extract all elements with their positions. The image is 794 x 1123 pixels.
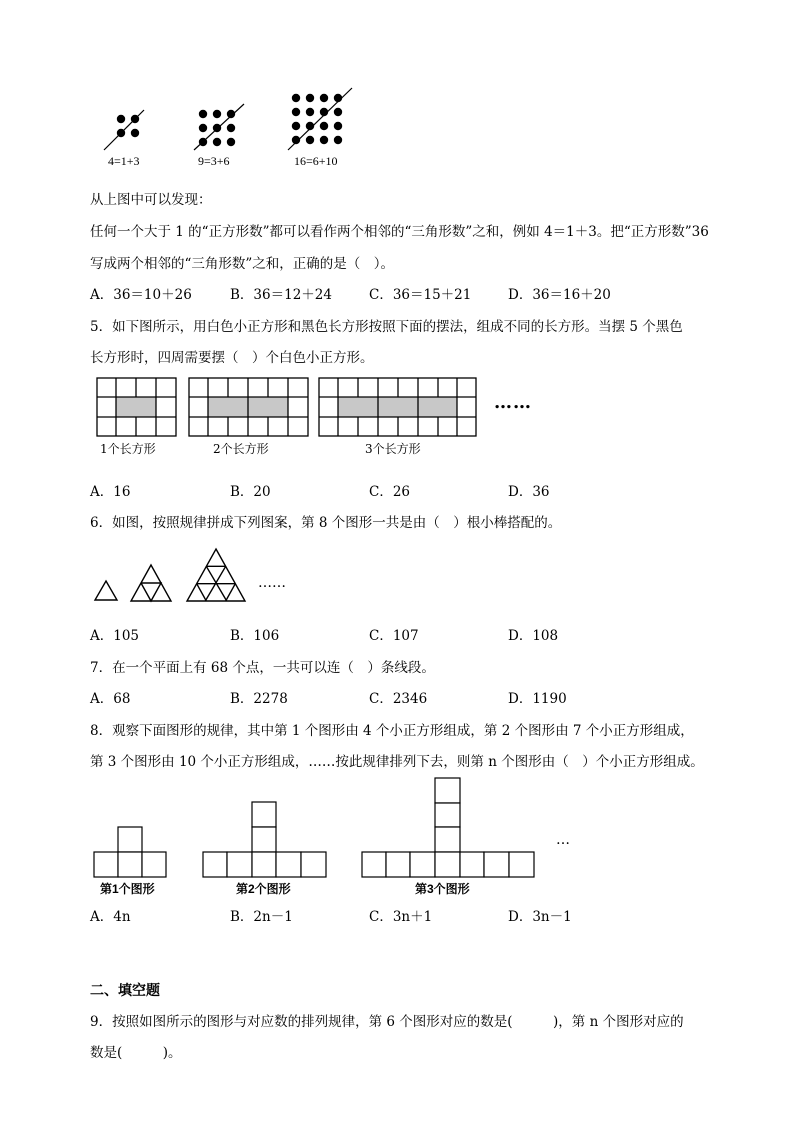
dot-grid-4x4 [292,94,342,144]
block-figure-2 [202,801,328,878]
q4-line1: 任何一个大于 1 的“正方形数”都可以看作两个相邻的“三角形数”之和，例如 4＝1＋3。把“正方形数”36 [90,224,709,240]
q8-option-b[interactable]: B．2n－1 [230,909,293,925]
triangle-figure-3 [186,548,246,602]
q6-option-a[interactable]: A．105 [90,628,140,644]
q8-line2: 第 3 个图形由 10 个小正方形组成，……按此规律排列下去，则第 n 个图形由（ ）个小正方形组成。 [90,754,704,770]
q7-line1: 7．在一个平面上有 68 个点，一共可以连（ ）条线段。 [90,660,435,676]
triangle-ellipsis: …… [258,575,286,591]
rect-figure-1 [96,377,178,437]
q7-option-a[interactable]: A．68 [90,691,131,707]
q8-line1: 8．观察下面图形的规律，其中第 1 个图形由 4 个小正方形组成，第 2 个图形由 7 个小正方形组成， [90,723,694,739]
q6-option-b[interactable]: B．106 [230,628,280,644]
block-caption-2: 第2个图形 [236,882,291,896]
q5-option-d[interactable]: D．36 [508,484,550,500]
q4-option-a[interactable]: A．36＝10＋26 [90,287,192,303]
dots-caption-3: 16=6+10 [294,154,338,168]
q6-option-d[interactable]: D．108 [508,628,559,644]
q4-option-b[interactable]: B．36＝12＋24 [230,287,332,303]
q8-option-a[interactable]: A．4n [90,909,131,925]
q5-option-c[interactable]: C．26 [369,484,411,500]
block-caption-3: 第3个图形 [415,882,470,896]
triangle-figure-2 [130,564,172,602]
q4-line2: 写成两个相邻的“三角形数”之和，正确的是（ ）。 [90,256,395,272]
dots-caption-2: 9=3+6 [198,154,230,168]
q4-option-c[interactable]: C．36＝15＋21 [369,287,472,303]
block-figure-3 [361,777,537,878]
q6-option-c[interactable]: C．107 [369,628,419,644]
q4-intro: 从上图中可以发现： [90,192,212,208]
diagonal-line [104,110,144,150]
section-heading: 二、填空题 [90,982,160,998]
q5-line2: 长方形时，四周需要摆（ ）个白色小正方形。 [90,350,374,366]
rect-caption-1: 1个长方形 [100,442,156,456]
rect-ellipsis: …… [494,392,532,413]
dots-figure-2 [190,100,250,155]
q7-option-d[interactable]: D．1190 [508,691,567,707]
q9-line1: 9．按照如图所示的图形与对应数的排列规律，第 6 个图形对应的数是( )，第 n 个图形对应的 [90,1014,684,1030]
dots-caption-1: 4=1+3 [108,154,140,168]
q5-option-a[interactable]: A．16 [90,484,131,500]
block-figure-1 [93,826,169,878]
triangle-figure-1 [94,580,118,602]
block-ellipsis: … [556,832,570,848]
rect-caption-3: 3个长方形 [365,442,421,456]
rect-caption-2: 2个长方形 [213,442,269,456]
block-caption-1: 第1个图形 [100,882,155,896]
q7-option-c[interactable]: C．2346 [369,691,428,707]
q5-option-b[interactable]: B．20 [230,484,271,500]
rect-figure-3 [318,377,478,437]
q8-option-c[interactable]: C．3n＋1 [369,909,433,925]
q4-option-d[interactable]: D．36＝16＋20 [508,287,611,303]
q5-line1: 5．如下图所示，用白色小正方形和黑色长方形按照下面的摆法，组成不同的长方形。当摆 5 个黑色 [90,319,683,335]
q6-line1: 6．如图，按照规律拼成下列图案，第 8 个图形一共是由（ ）根小棒搭配的。 [90,515,562,531]
dots-figure-1 [100,110,150,155]
dots-figure-3 [286,88,358,154]
q7-option-b[interactable]: B．2278 [230,691,288,707]
q9-line2: 数是( )。 [90,1045,182,1061]
q8-option-d[interactable]: D．3n－1 [508,909,572,925]
rect-figure-2 [188,377,310,437]
